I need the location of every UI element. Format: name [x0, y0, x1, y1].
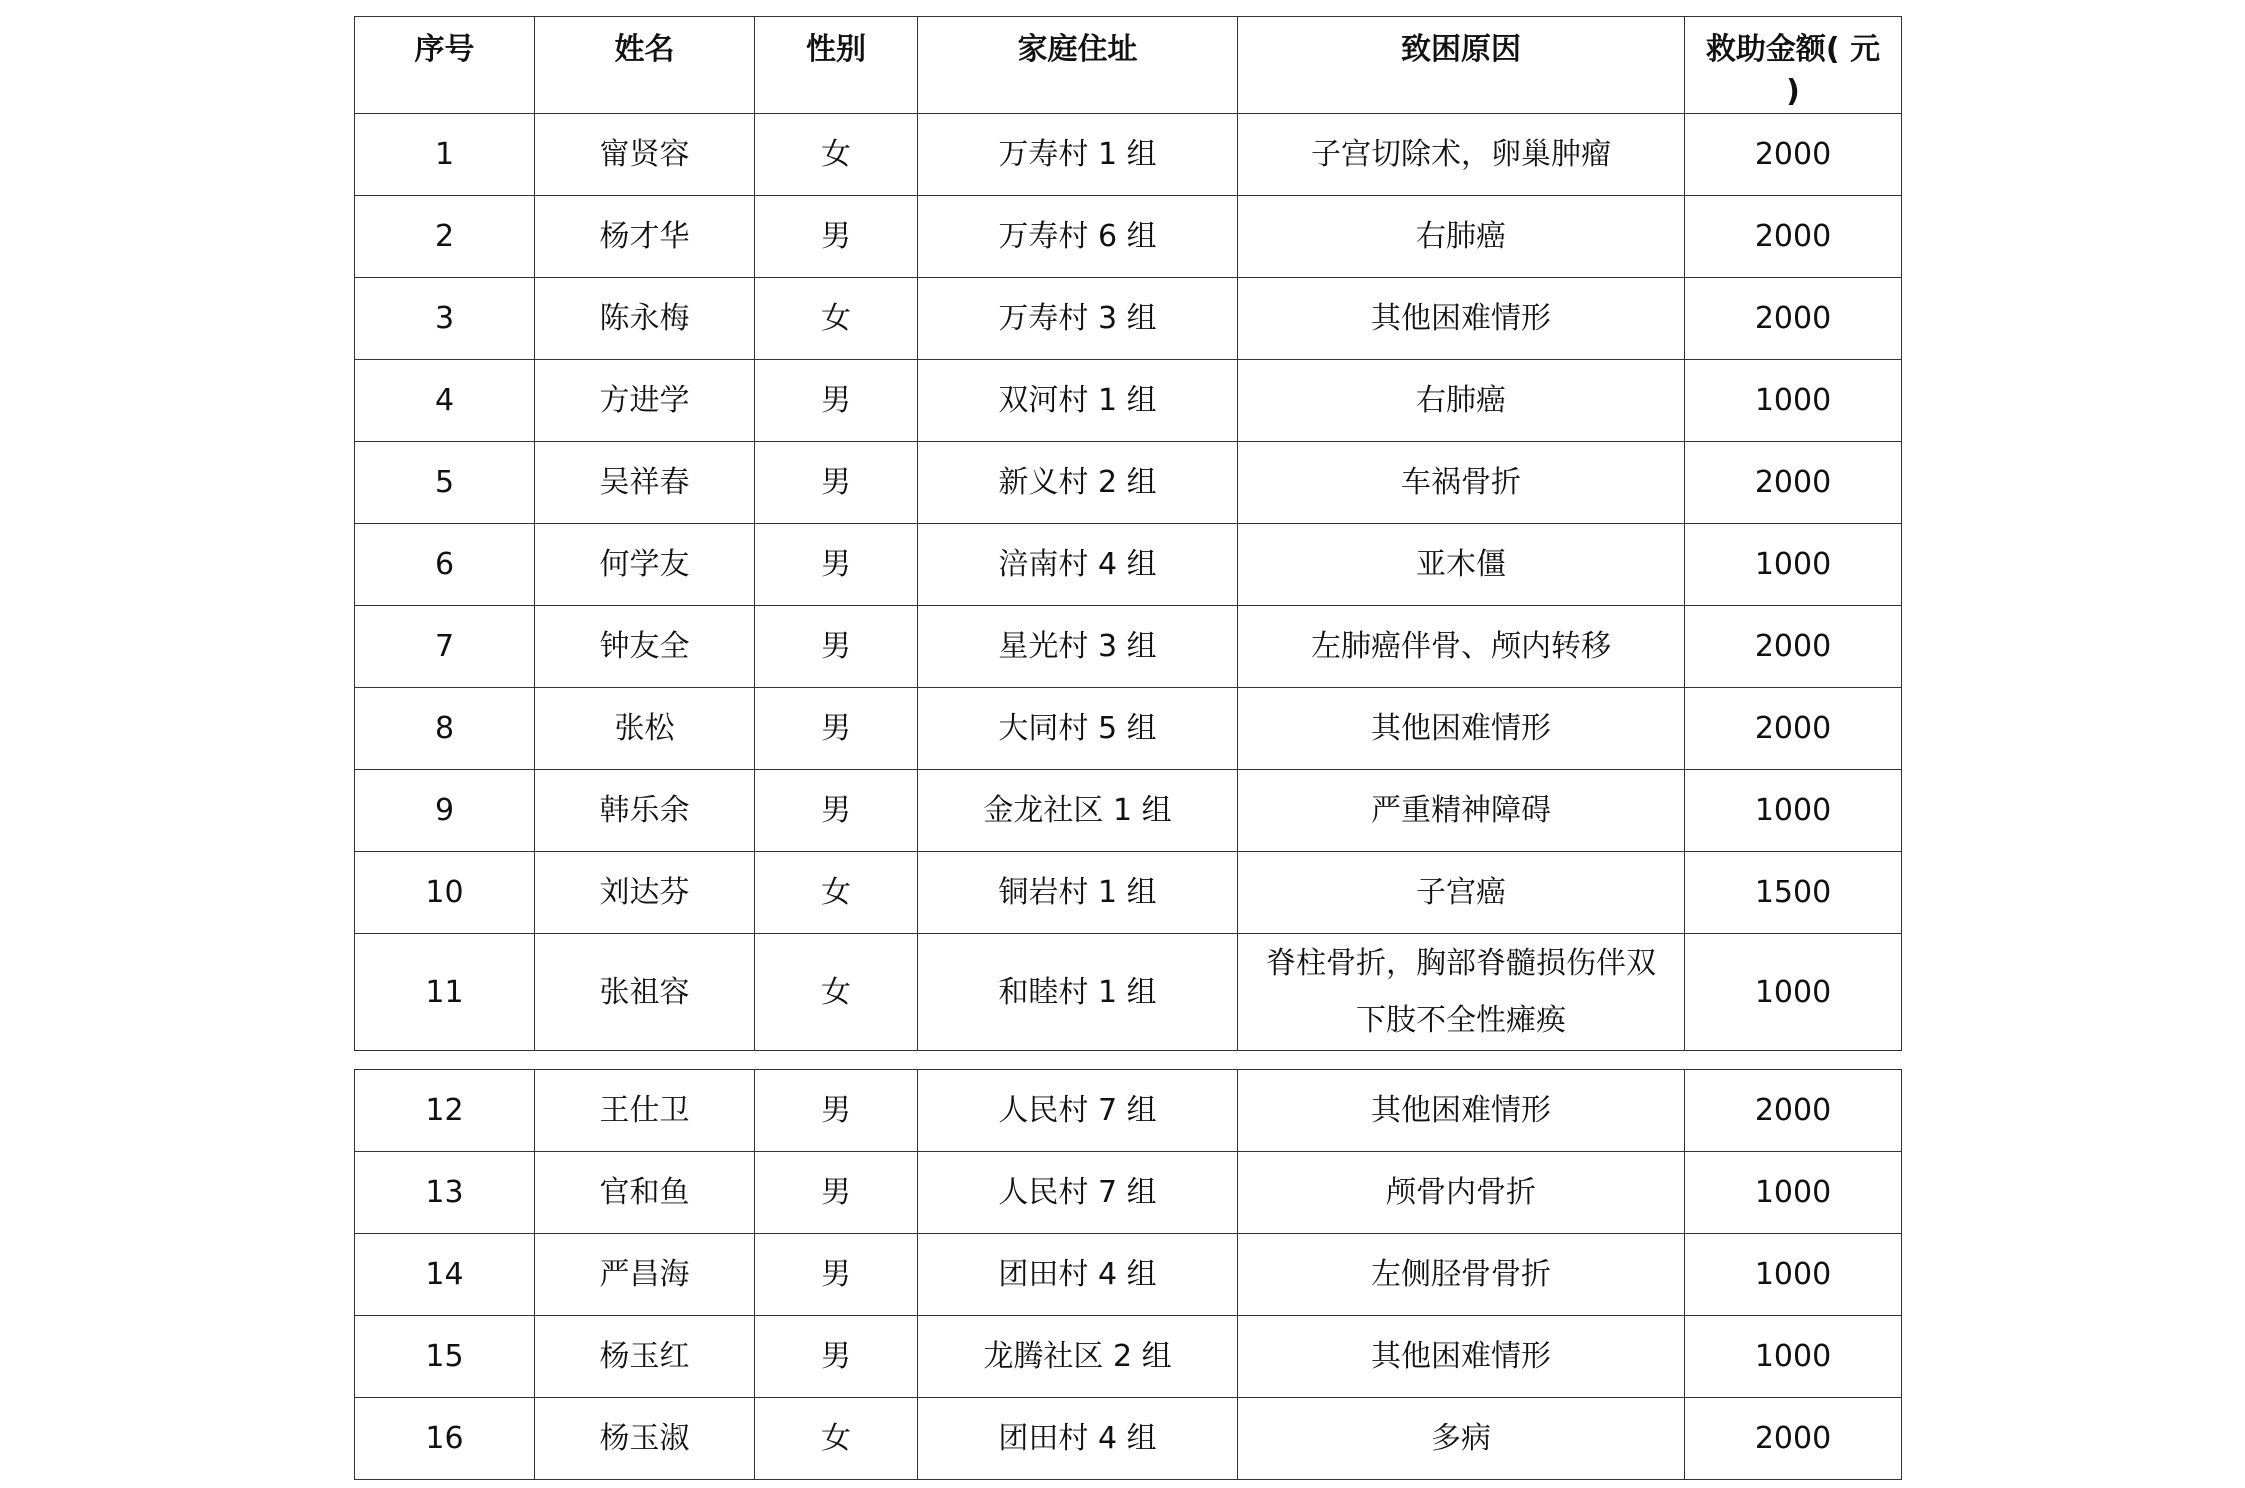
cell-cause: 颅骨内骨折: [1238, 1152, 1685, 1234]
cell-amount: 1000: [1685, 934, 1902, 1051]
table-row: [355, 852, 1902, 934]
cell-cause: 子宫癌: [1238, 852, 1685, 934]
cell-name: 方进学: [535, 360, 755, 442]
cell-no: 11: [355, 934, 535, 1051]
relief-table-top: [354, 16, 1902, 1051]
cell-amount: 2000: [1685, 196, 1902, 278]
cell-cause: 其他困难情形: [1238, 688, 1685, 770]
cell-name: 吴祥春: [535, 442, 755, 524]
cell-amount: 1000: [1685, 1316, 1902, 1398]
header-address: 家庭住址: [918, 17, 1238, 114]
cell-no: 7: [355, 606, 535, 688]
cell-gender: 男: [755, 688, 918, 770]
cell-gender: 男: [755, 1234, 918, 1316]
table-row: [355, 114, 1902, 196]
cell-address: 团田村 4 组: [918, 1398, 1238, 1480]
cell-name: 张祖容: [535, 934, 755, 1051]
cell-no: 2: [355, 196, 535, 278]
table-row: [355, 196, 1902, 278]
cell-no: 6: [355, 524, 535, 606]
cell-address: 和睦村 1 组: [918, 934, 1238, 1051]
cell-address: 万寿村 1 组: [918, 114, 1238, 196]
cell-gender: 女: [755, 934, 918, 1051]
cell-amount: 2000: [1685, 1070, 1902, 1152]
cell-no: 13: [355, 1152, 535, 1234]
cell-gender: 男: [755, 196, 918, 278]
cell-gender: 男: [755, 1152, 918, 1234]
cell-amount: 1000: [1685, 770, 1902, 852]
cell-cause: 子宫切除术，卵巢肿瘤: [1238, 114, 1685, 196]
table-row: [355, 360, 1902, 442]
cell-address: 万寿村 6 组: [918, 196, 1238, 278]
cause-line-1: 脊柱骨折，胸部脊髓损伤伴双: [1266, 946, 1656, 981]
cell-address: 涪南村 4 组: [918, 524, 1238, 606]
cell-name: 张松: [535, 688, 755, 770]
table-row: [355, 1070, 1902, 1152]
cell-name: 钟友全: [535, 606, 755, 688]
cell-cause: 右肺癌: [1238, 196, 1685, 278]
cell-cause: 右肺癌: [1238, 360, 1685, 442]
cell-no: 12: [355, 1070, 535, 1152]
cell-gender: 女: [755, 278, 918, 360]
cell-gender: 女: [755, 852, 918, 934]
cell-gender: 男: [755, 360, 918, 442]
cell-cause: 其他困难情形: [1238, 278, 1685, 360]
cell-name: 杨玉红: [535, 1316, 755, 1398]
cell-no: 10: [355, 852, 535, 934]
cell-cause: 多病: [1238, 1398, 1685, 1480]
cell-gender: 女: [755, 1398, 918, 1480]
cell-name: 何学友: [535, 524, 755, 606]
cell-name: 韩乐余: [535, 770, 755, 852]
table-row: [355, 606, 1902, 688]
table-row: [355, 1234, 1902, 1316]
cell-address: 双河村 1 组: [918, 360, 1238, 442]
cell-no: 16: [355, 1398, 535, 1480]
cell-amount: 2000: [1685, 1398, 1902, 1480]
cell-no: 15: [355, 1316, 535, 1398]
cell-no: 14: [355, 1234, 535, 1316]
cell-address: 大同村 5 组: [918, 688, 1238, 770]
cell-amount: 2000: [1685, 442, 1902, 524]
cell-cause: 左肺癌伴骨、颅内转移: [1238, 606, 1685, 688]
cell-name: 严昌海: [535, 1234, 755, 1316]
cell-amount: 2000: [1685, 688, 1902, 770]
table-row: [355, 1398, 1902, 1480]
cell-amount: 1000: [1685, 360, 1902, 442]
cell-gender: 男: [755, 1070, 918, 1152]
cell-cause: 左侧胫骨骨折: [1238, 1234, 1685, 1316]
cell-name: 官和鱼: [535, 1152, 755, 1234]
cell-gender: 女: [755, 114, 918, 196]
cell-address: 铜岩村 1 组: [918, 852, 1238, 934]
cell-name: 杨玉淑: [535, 1398, 755, 1480]
cell-cause: 其他困难情形: [1238, 1070, 1685, 1152]
header-name: 姓名: [535, 17, 755, 114]
cell-amount: 2000: [1685, 278, 1902, 360]
table-row: [355, 278, 1902, 360]
table-header-row: [355, 17, 1902, 114]
cell-no: 8: [355, 688, 535, 770]
cell-address: 龙腾社区 2 组: [918, 1316, 1238, 1398]
cell-cause: 严重精神障碍: [1238, 770, 1685, 852]
cell-gender: 男: [755, 1316, 918, 1398]
cell-no: 4: [355, 360, 535, 442]
cell-address: 万寿村 3 组: [918, 278, 1238, 360]
cell-address: 人民村 7 组: [918, 1070, 1238, 1152]
cell-name: 刘达芬: [535, 852, 755, 934]
table-row: [355, 524, 1902, 606]
cell-gender: 男: [755, 442, 918, 524]
cell-no: 3: [355, 278, 535, 360]
header-no: 序号: [355, 17, 535, 114]
cell-address: 星光村 3 组: [918, 606, 1238, 688]
cell-name: 甯贤容: [535, 114, 755, 196]
cell-cause: 亚木僵: [1238, 524, 1685, 606]
header-cause: 致困原因: [1238, 17, 1685, 114]
header-gender: 性别: [755, 17, 918, 114]
cell-amount: 1000: [1685, 1152, 1902, 1234]
cell-no: 9: [355, 770, 535, 852]
cell-address: 金龙社区 1 组: [918, 770, 1238, 852]
table-row: [355, 770, 1902, 852]
table-row: [355, 688, 1902, 770]
cell-no: 1: [355, 114, 535, 196]
table-row: [355, 1316, 1902, 1398]
cell-gender: 男: [755, 770, 918, 852]
cell-gender: 男: [755, 606, 918, 688]
cell-name: 杨才华: [535, 196, 755, 278]
cell-name: 王仕卫: [535, 1070, 755, 1152]
cause-line-2: 下肢不全性瘫痪: [1356, 1003, 1566, 1038]
cell-cause: 车祸骨折: [1238, 442, 1685, 524]
cell-address: 团田村 4 组: [918, 1234, 1238, 1316]
cell-name: 陈永梅: [535, 278, 755, 360]
cell-address: 新义村 2 组: [918, 442, 1238, 524]
table-row: [355, 1152, 1902, 1234]
cell-cause: [1238, 934, 1685, 1051]
table-row: [355, 934, 1902, 1051]
cell-amount: 2000: [1685, 606, 1902, 688]
cell-amount: 2000: [1685, 114, 1902, 196]
cell-amount: 1000: [1685, 524, 1902, 606]
cell-no: 5: [355, 442, 535, 524]
table-row: [355, 442, 1902, 524]
header-amount: 救助金额( 元 ): [1685, 17, 1902, 114]
cell-gender: 男: [755, 524, 918, 606]
cell-cause: 其他困难情形: [1238, 1316, 1685, 1398]
relief-table-bottom: [354, 1069, 1902, 1480]
cell-amount: 1500: [1685, 852, 1902, 934]
cell-address: 人民村 7 组: [918, 1152, 1238, 1234]
cell-amount: 1000: [1685, 1234, 1902, 1316]
